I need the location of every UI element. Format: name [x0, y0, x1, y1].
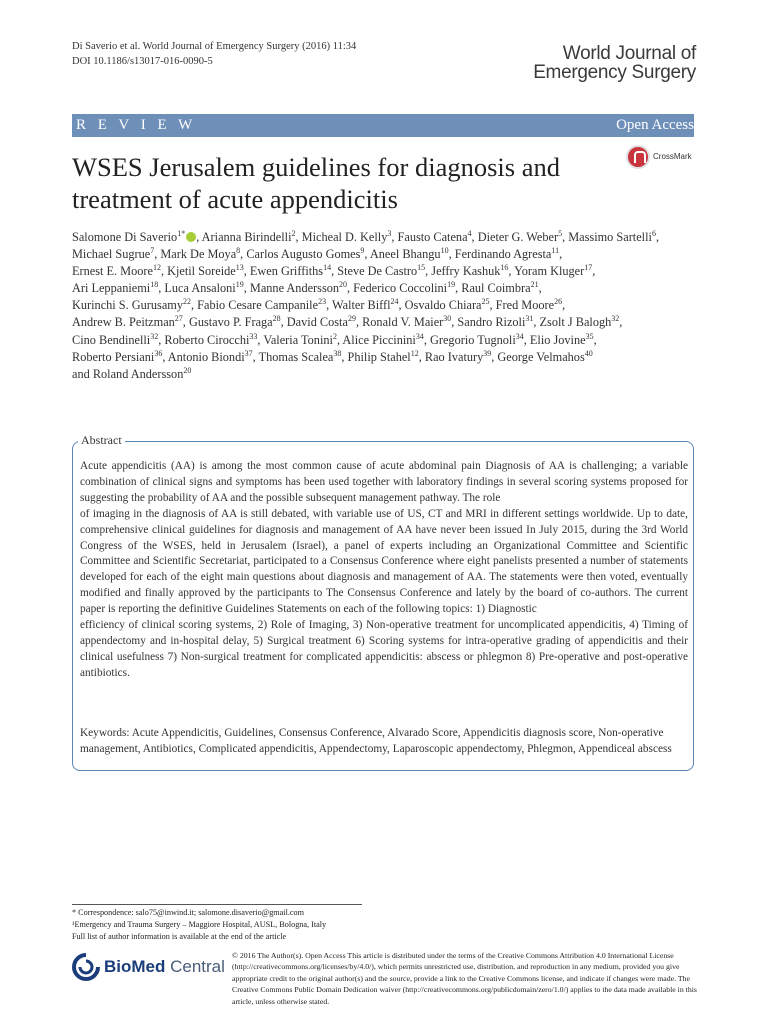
- doi-line: DOI 10.1186/s13017-016-0090-5: [72, 56, 213, 67]
- abstract-paragraph: Acute appendicitis (AA) is among the most common cause of acute abdominal pain Diagnosis of AA is challenging; a variable combination of clinical signs and symptoms has been used together with laboratory findings in several scoring systems proposed for suggesting the probability of AA and the possible subsequent management pathway. The role: [80, 460, 688, 504]
- open-access-label: Open Access: [616, 117, 694, 133]
- author-line: Roberto Persiani$^{36}$, Antonio Biondi$^{37}$, Thomas Scalea$^{38}$, Philip Stahel$^{12}$, Rao Ivatury$^{39}$, George Velmahos$^{40}$: [72, 348, 593, 364]
- abstract-paragraph: of imaging in the diagnosis of AA is still debated, with variable use of US, CT and MRI in different settings worldwide. Up to date, comprehensive clinical guidelines for diagnosis and management of AA have never been issued In July 2015, during the 3rd World Congress of the WSES, held in Jerusalem (Israel), a panel of experts including an Organizational Committee and Scientific Committee and Scientific Secretariat, participated to a Consensus Conference where eight panelists presented a number of statements developed for each of the eight main questions about diagnosis and management of AA. The statements were then voted, eventually modified and finally approved by the participants to The Consensus Conference and lately by the board of co-authors. The current paper is reporting the definitive Guidelines Statements on each of the following topics: 1) Diagnostic: [80, 507, 688, 616]
- journal-name-line1: World Journal of: [562, 43, 696, 64]
- orcid-icon[interactable]: [186, 232, 196, 242]
- affiliation-note: ¹Emergency and Trauma Surgery – Maggiore Hospital, AUSL, Bologna, Italy: [72, 920, 327, 929]
- author-line: Kurinchi S. Gurusamy$^{22}$, Fabio Cesare Campanile$^{23}$, Walter Biffl$^{24}$, Osvaldo Chiara$^{25}$, Fred Moore$^{26}$,: [72, 297, 566, 313]
- citation-line: Di Saverio et al. World Journal of Emergency Surgery (2016) 11:34: [72, 41, 357, 52]
- license-statement: © 2016 The Author(s). Open Access This article is distributed under the terms of the Creative Commons Attribution 4.0 International License (http://creativecommons.org/licenses/by/4.0/), which permits unrestricted use, distribution, and reproduction in any medium, provided you give appropriate credit to the original author(s) and the source, provide a link to the Creative Commons license, and indicate if changes were made. The Creative Commons Public Domain Dedication waiver (http://creativecommons.org/publicdomain/zero/1.0/) applies to the data made available in this article, unless otherwise stated.: [232, 951, 697, 1006]
- crossmark-label: CrossMark: [653, 152, 692, 161]
- citation-header: [72, 39, 356, 69]
- article-type-label: R E V I E W: [76, 117, 197, 133]
- crossmark-badge[interactable]: [626, 145, 698, 173]
- publisher-name-bold: BioMed: [104, 957, 166, 976]
- author-line: Michael Sugrue$^7$, Mark De Moya$^8$, Carlos Augusto Gomes$^9$, Aneel Bhangu$^{10}$, Ferdinando Agresta$^{11}$,: [72, 246, 563, 262]
- author-line: Ernest E. Moore$^{12}$, Kjetil Soreide$^{13}$, Ewen Griffiths$^{14}$, Steve De Castro$^{15}$, Jeffry Kashuk$^{16}$, Yoram Kluger$^{17}$,: [72, 263, 596, 279]
- crossmark-icon: [626, 145, 650, 169]
- correspondence-note: * Correspondence: salo75@inwind.it; salomone.disaverio@gmail.com: [72, 908, 305, 917]
- keywords: Keywords: Acute Appendicitis, Guidelines, Consensus Conference, Alvarado Score, Appendicitis diagnosis score, Non-operative management, Antibiotics, Complicated appendicitis, Appendectomy, Laparoscopic appendectomy, Phlegmon, Appendiceal abscess: [80, 727, 672, 755]
- abstract-paragraph: efficiency of clinical scoring systems, 2) Role of Imaging, 3) Non-operative treatment for uncomplicated appendicitis, 4) Timing of appendectomy and in-hospital delay, 5) Surgical treatment 6) Scoring systems for intra-operative grading of appendicitis and their clinical usefulness 7) Non-surgical treatment for complicated appendicitis: abscess or phlegmon 8) Pre-operative and post-operative antibiotics.: [80, 619, 688, 679]
- footnotes: [72, 907, 412, 943]
- abstract-heading: Abstract: [78, 433, 125, 448]
- author-line: Ari Leppaniemi$^{18}$, Luca Ansaloni$^{19}$, Manne Andersson$^{20}$, Federico Coccolini$^{19}$, Raul Coimbra$^{21}$,: [72, 280, 542, 296]
- author-info-note: Full list of author information is available at the end of the article: [72, 932, 287, 941]
- author-line: Salomone Di Saverio$^{1*}$ , Arianna Birindelli$^2$, Micheal D. Kelly$^3$, Fausto Catena$^4$, Dieter G. Weber$^5$, Massimo Sartelli$^6$,: [72, 228, 660, 244]
- author-line: Cino Bendinelli$^{32}$, Roberto Cirocchi$^{33}$, Valeria Tonini$^2$, Alice Piccinini$^{34}$, Gregorio Tugnoli$^{34}$, Elio Jovine$^{35}$,: [72, 331, 597, 347]
- journal-logo: [533, 44, 696, 82]
- publisher-name-central: Central: [165, 957, 225, 976]
- abstract-body: [80, 459, 688, 682]
- article-type-banner: [72, 114, 694, 137]
- biomed-central-logo: [72, 953, 225, 983]
- footnote-divider: [72, 904, 362, 905]
- journal-name-line2: Emergency Surgery: [533, 62, 696, 83]
- author-line: and Roland Andersson$^{20}$: [72, 365, 192, 381]
- author-list: [72, 229, 697, 383]
- article-title: WSES Jerusalem guidelines for diagnosis and treatment of acute appendicitis: [72, 152, 560, 214]
- author-line: Andrew B. Peitzman$^{27}$, Gustavo P. Fraga$^{28}$, David Costa$^{29}$, Ronald V. Maier$^{30}$, Sandro Rizoli$^{31}$, Zsolt J Balogh$^{32}$,: [72, 314, 623, 330]
- biomed-logo-icon: [72, 953, 100, 981]
- publisher-name: [104, 957, 225, 977]
